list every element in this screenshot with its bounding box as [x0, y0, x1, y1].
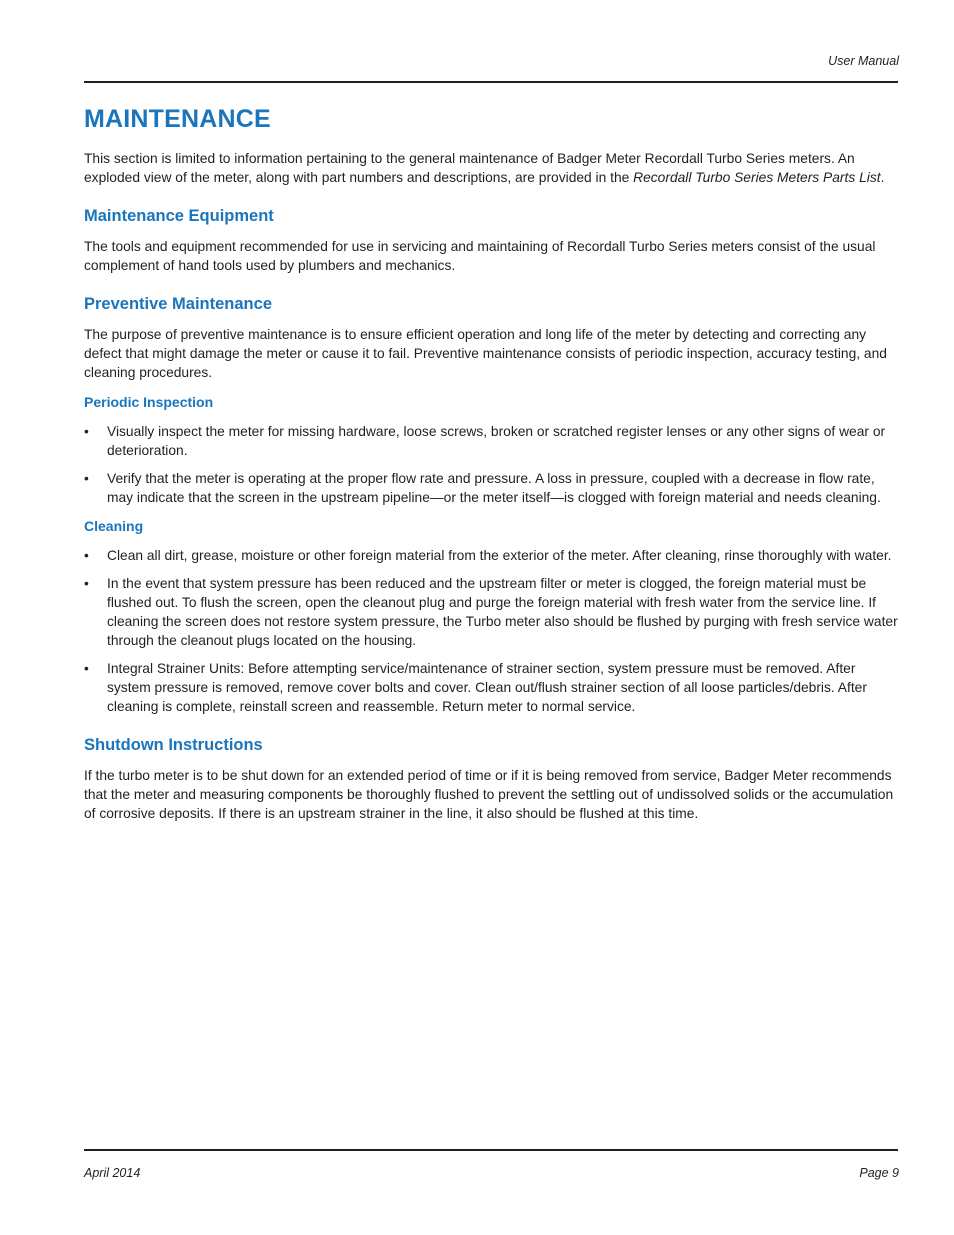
footer-date: April 2014	[84, 1166, 141, 1180]
list-item-text: Verify that the meter is operating at the proper flow rate and pressure. A loss in pressure, coupled with a decrease in flow rate, may indicate that the screen in the upstream pipeline—or the meter itself—is clogged with foreign material and needs cleaning.	[107, 471, 881, 505]
intro-text: This section is limited to information pertaining to the general maintenance of Badger Meter Recordall Turbo Series meters. An exploded view of the meter, along with part numbers and descriptions, are provided in the	[84, 151, 855, 185]
bullet: •	[84, 576, 89, 591]
list-item	[84, 546, 898, 565]
inspection-list	[84, 422, 898, 507]
bullet: •	[84, 424, 89, 439]
intro-text-end: .	[880, 170, 885, 185]
footer-rule	[84, 1149, 898, 1151]
bullet: •	[84, 661, 89, 676]
bullet: •	[84, 471, 89, 486]
header-label: User Manual	[828, 54, 899, 68]
list-item-text: Integral Strainer Units: Before attempting service/maintenance of strainer section, system pressure must be removed. After system pressure is removed, remove cover bolts and cover. Clean out/flush strainer section of all loose particles/debris. After cleaning is complete, reinstall screen and reassemble. Return meter to normal service.	[107, 661, 867, 714]
section-heading-equipment: Maintenance Equipment	[84, 207, 274, 225]
bullet: •	[84, 548, 89, 563]
cleaning-list	[84, 546, 898, 716]
list-item	[84, 422, 898, 460]
subsection-heading-inspection: Periodic Inspection	[84, 394, 214, 410]
preventive-paragraph: The purpose of preventive maintenance is to ensure efficient operation and long life of the meter by detecting and correcting any defect that might damage the meter or cause it to fail. Preventive maintenance consists of periodic inspection, accuracy testing, and cleaning procedures.	[84, 327, 887, 380]
list-item	[84, 469, 898, 507]
intro-paragraph	[84, 149, 898, 187]
page-content	[84, 104, 898, 823]
list-item-text: Visually inspect the meter for missing hardware, loose screws, broken or scratched register lenses or any other signs of wear or deterioration.	[107, 424, 886, 458]
equipment-paragraph: The tools and equipment recommended for use in servicing and maintaining of Recordall Turbo Series meters consist of the usual complement of hand tools used by plumbers and mechanics.	[84, 239, 876, 273]
list-item-text: Clean all dirt, grease, moisture or other foreign material from the exterior of the meter. After cleaning, rinse thoroughly with water.	[107, 548, 892, 563]
subsection-heading-cleaning: Cleaning	[84, 518, 144, 534]
section-heading-preventive: Preventive Maintenance	[84, 295, 272, 313]
header-rule	[84, 81, 898, 83]
list-item	[84, 574, 898, 650]
list-item-text: In the event that system pressure has been reduced and the upstream filter or meter is clogged, the foreign material must be flushed out. To flush the screen, open the cleanout plug and purge the foreign material with fresh water from the service line. If cleaning the screen does not restore system pressure, the Turbo meter also should be flushed by purging with fresh service water through the cleanout plugs located on the housing.	[107, 576, 898, 648]
page-title: MAINTENANCE	[84, 105, 271, 133]
shutdown-paragraph: If the turbo meter is to be shut down for an extended period of time or if it is being removed from service, Badger Meter recommends that the meter and measuring components be thoroughly flushed to prevent the settling out of undissolved solids or the accumulation of corrosive deposits. If there is an upstream strainer in the line, it also should be flushed at this time.	[84, 768, 894, 821]
section-heading-shutdown: Shutdown Instructions	[84, 736, 263, 754]
list-item	[84, 659, 898, 716]
parts-list-reference: Recordall Turbo Series Meters Parts List	[633, 170, 881, 185]
page-number: Page 9	[859, 1166, 899, 1180]
